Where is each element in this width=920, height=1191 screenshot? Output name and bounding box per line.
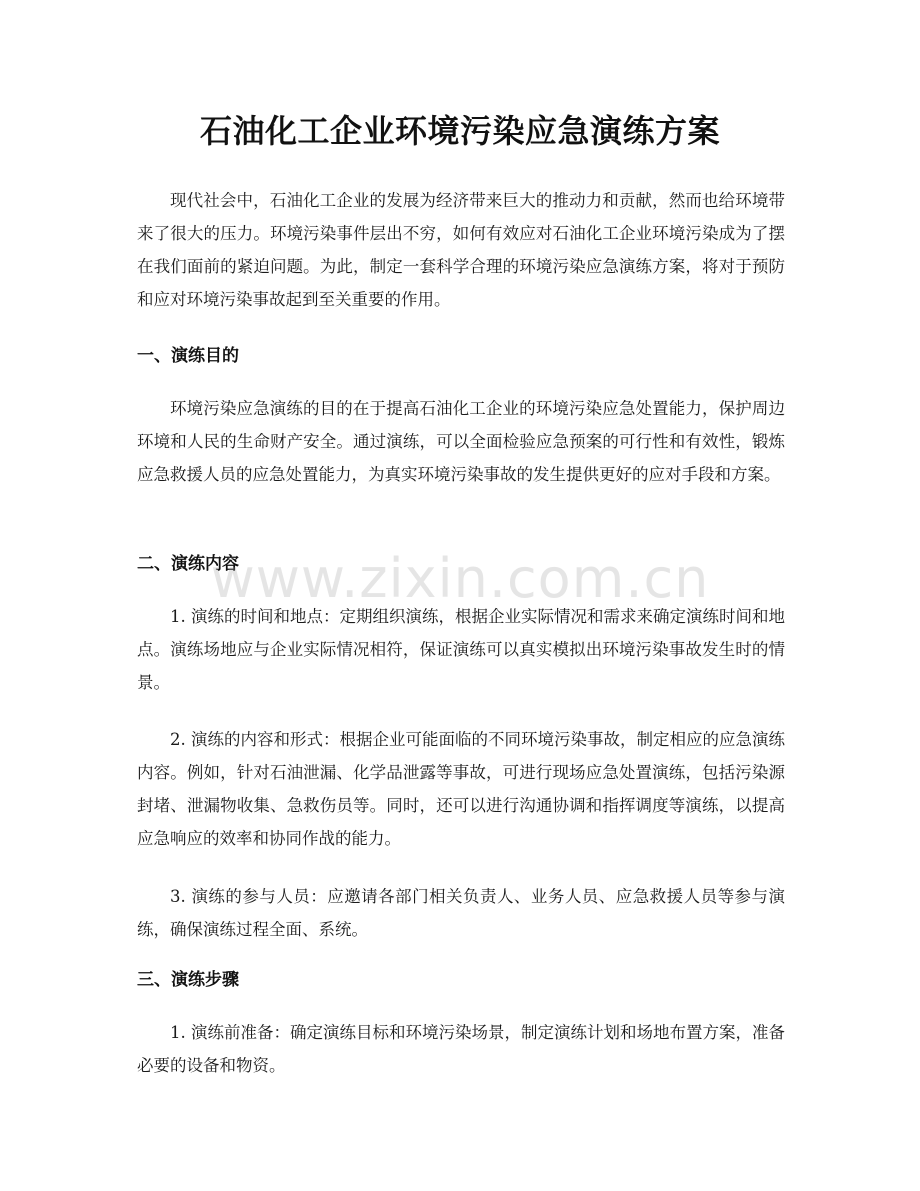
document-title: 石油化工企业环境污染应急演练方案	[199, 112, 720, 150]
watermark-text: www.zixin.com.cn	[210, 547, 710, 610]
steps-item-1: 1. 演练前准备：确定演练目标和环境污染场景，制定演练计划和场地布置方案，准备必要的设备和物资。	[137, 1023, 785, 1075]
content-item-3: 3. 演练的参与人员：应邀请各部门相关负责人、业务人员、应急救援人员等参与演练，确保演练过程全面、系统。	[137, 887, 785, 939]
section-heading-content: 二、演练内容	[137, 554, 239, 574]
intro-paragraph: 现代社会中，石油化工企业的发展为经济带来巨大的推动力和贡献，然而也给环境带来了很大的压力。环境污染事件层出不穷，如何有效应对石油化工企业环境污染成为了摆在我们面前的紧迫问题。为此，制定一套科学合理的环境污染应急演练方案，将对于预防和应对环境污染事故起到至关重要的作用。	[137, 191, 785, 309]
content-item-2: 2. 演练的内容和形式：根据企业可能面临的不同环境污染事故，制定相应的应急演练内容。例如，针对石油泄漏、化学品泄露等事故，可进行现场应急处置演练，包括污染源封堵、泄漏物收集、急救伤员等。同时，还可以进行沟通协调和指挥调度等演练，以提高应急响应的效率和协同作战的能力。	[137, 730, 785, 848]
section-heading-steps: 三、演练步骤	[137, 970, 239, 990]
purpose-paragraph: 环境污染应急演练的目的在于提高石油化工企业的环境污染应急处置能力，保护周边环境和人民的生命财产安全。通过演练，可以全面检验应急预案的可行性和有效性，锻炼应急救援人员的应急处置能力，为真实环境污染事故的发生提供更好的应对手段和方案。	[137, 399, 785, 484]
content-item-1: 1. 演练的时间和地点：定期组织演练，根据企业实际情况和需求来确定演练时间和地点。演练场地应与企业实际情况相符，保证演练可以真实模拟出环境污染事故发生时的情景。	[137, 607, 785, 692]
section-heading-purpose: 一、演练目的	[137, 346, 239, 366]
